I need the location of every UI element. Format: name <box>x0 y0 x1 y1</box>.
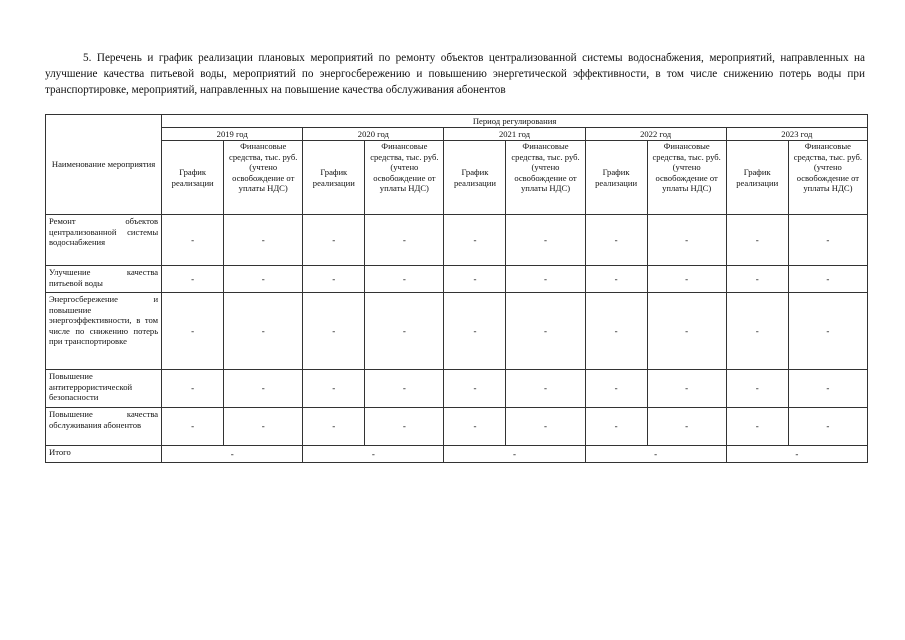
cell-value: - <box>365 266 444 293</box>
cell-value: - <box>788 293 867 370</box>
cell-value: - <box>444 266 506 293</box>
plan-table <box>45 114 868 463</box>
cell-value: - <box>585 266 647 293</box>
schedule-header: График реализации <box>303 141 365 215</box>
measure-name: Улучшение качества питьевой воды <box>46 266 162 293</box>
cell-value: - <box>788 266 867 293</box>
cell-value: - <box>224 293 303 370</box>
total-value: - <box>444 446 585 463</box>
cell-value: - <box>726 215 788 266</box>
total-value: - <box>303 446 444 463</box>
cell-value: - <box>162 215 224 266</box>
cell-value: - <box>726 370 788 408</box>
table-row <box>46 215 868 266</box>
finance-header: Финансовые средства, тыс. руб. (учтено освобождение от уплаты НДС) <box>365 141 444 215</box>
section-paragraph <box>45 50 865 98</box>
cell-value: - <box>303 215 365 266</box>
cell-value: - <box>726 293 788 370</box>
year-header: 2022 год <box>585 128 726 141</box>
measure-name: Повышение антитеррористической безопасности <box>46 370 162 408</box>
finance-header: Финансовые средства, тыс. руб. (учтено освобождение от уплаты НДС) <box>788 141 867 215</box>
cell-value: - <box>162 408 224 446</box>
cell-value: - <box>647 293 726 370</box>
table-row <box>46 266 868 293</box>
year-header: 2021 год <box>444 128 585 141</box>
cell-value: - <box>788 370 867 408</box>
finance-header: Финансовые средства, тыс. руб. (учтено освобождение от уплаты НДС) <box>224 141 303 215</box>
measure-name: Энергосбережение и повышение энергоэффективности, в том числе по снижению потерь при транспортировке <box>46 293 162 370</box>
schedule-header: График реализации <box>162 141 224 215</box>
name-column-header: Наименование мероприятия <box>46 115 162 215</box>
cell-value: - <box>647 408 726 446</box>
year-header: 2020 год <box>303 128 444 141</box>
cell-value: - <box>585 408 647 446</box>
cell-value: - <box>162 293 224 370</box>
cell-value: - <box>303 370 365 408</box>
cell-value: - <box>726 266 788 293</box>
cell-value: - <box>647 215 726 266</box>
cell-value: - <box>365 408 444 446</box>
cell-value: - <box>162 266 224 293</box>
cell-value: - <box>444 215 506 266</box>
cell-value: - <box>444 293 506 370</box>
cell-value: - <box>506 370 585 408</box>
cell-value: - <box>506 408 585 446</box>
cell-value: - <box>585 215 647 266</box>
table-row <box>46 408 868 446</box>
measure-name: Ремонт объектов централизованной системы водоснабжения <box>46 215 162 266</box>
total-value: - <box>585 446 726 463</box>
total-row <box>46 446 868 463</box>
cell-value: - <box>506 266 585 293</box>
year-header: 2023 год <box>726 128 867 141</box>
cell-value: - <box>506 293 585 370</box>
paragraph-text: 5. Перечень и график реализации плановых мероприятий по ремонту объектов централизованной системы водоснабжения, мероприятий, направленных на улучшение качества питьевой воды, мероприятий по энергосбережению и повышению энергетической эффективности, в том числе снижению потерь воды при транспортировке, мероприятий, направленных на повышение качества обслуживания абонентов <box>45 52 865 96</box>
total-label: Итого <box>46 446 162 463</box>
cell-value: - <box>224 215 303 266</box>
cell-value: - <box>365 215 444 266</box>
cell-value: - <box>788 215 867 266</box>
cell-value: - <box>365 293 444 370</box>
cell-value: - <box>788 408 867 446</box>
cell-value: - <box>162 370 224 408</box>
cell-value: - <box>506 215 585 266</box>
cell-value: - <box>726 408 788 446</box>
total-value: - <box>726 446 867 463</box>
cell-value: - <box>585 293 647 370</box>
cell-value: - <box>365 370 444 408</box>
cell-value: - <box>585 370 647 408</box>
cell-value: - <box>224 266 303 293</box>
schedule-header: График реализации <box>726 141 788 215</box>
cell-value: - <box>303 266 365 293</box>
year-header: 2019 год <box>162 128 303 141</box>
measure-name: Повышение качества обслуживания абонентов <box>46 408 162 446</box>
cell-value: - <box>444 408 506 446</box>
finance-header: Финансовые средства, тыс. руб. (учтено освобождение от уплаты НДС) <box>647 141 726 215</box>
table-row <box>46 293 868 370</box>
finance-header: Финансовые средства, тыс. руб. (учтено освобождение от уплаты НДС) <box>506 141 585 215</box>
cell-value: - <box>647 370 726 408</box>
total-value: - <box>162 446 303 463</box>
table-row <box>46 370 868 408</box>
schedule-header: График реализации <box>585 141 647 215</box>
cell-value: - <box>303 293 365 370</box>
cell-value: - <box>224 408 303 446</box>
cell-value: - <box>444 370 506 408</box>
cell-value: - <box>647 266 726 293</box>
schedule-header: График реализации <box>444 141 506 215</box>
period-header: Период регулирования <box>162 115 868 128</box>
cell-value: - <box>224 370 303 408</box>
cell-value: - <box>303 408 365 446</box>
